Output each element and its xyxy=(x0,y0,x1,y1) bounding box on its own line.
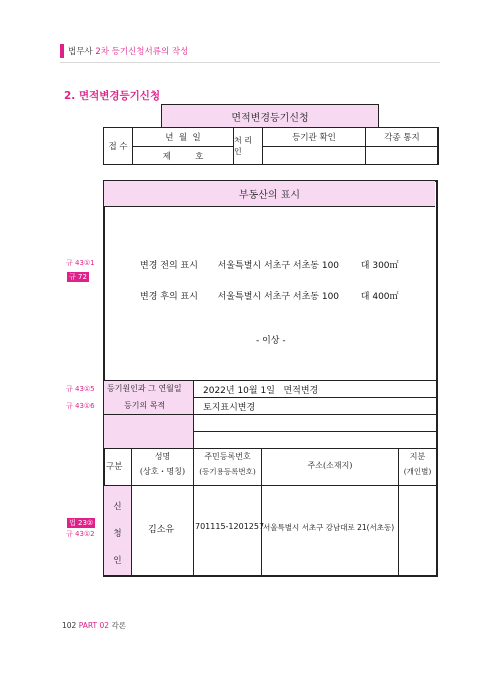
col-address-label: 주소(소재지) xyxy=(307,461,353,470)
reception-number: 제 호 xyxy=(132,146,234,165)
cause-rule-tag: 규 43①5 xyxy=(66,385,95,393)
col-share-label: 지분 (개인별) xyxy=(403,452,432,476)
property-heading-text: 부동산의 표시 xyxy=(238,190,301,201)
before-label: 변경 전의 표시 xyxy=(140,261,198,271)
reception-table xyxy=(103,127,438,165)
form-title xyxy=(161,104,379,128)
applicant-address: 서울특별시 서초구 강남대로 21(서초동) xyxy=(263,523,395,532)
registrar-check-label: 등기관 확인 xyxy=(262,127,366,147)
rows-vertical-divider xyxy=(193,380,194,448)
page-number: 102 xyxy=(62,621,77,630)
section-title: 2. 면적변경등기신청 xyxy=(64,90,161,102)
after-address: 서울특별시 서초구 서초동 100 xyxy=(217,292,340,302)
col-name-label: 성명 (상호・명칭) xyxy=(139,452,186,476)
after-row xyxy=(140,289,399,302)
registrar-check-cell xyxy=(262,146,366,165)
applicant-id-number: 701115-1201257 xyxy=(195,522,265,531)
footer-part: PART 02 xyxy=(78,621,110,630)
form-title-text: 면적변경등기신청 xyxy=(231,112,309,124)
property-heading xyxy=(104,181,435,207)
cause-label: 등기원인과 그 연월일 xyxy=(107,384,182,393)
header-title: 등기신청서류의 작성 xyxy=(111,47,189,57)
purpose-label: 등기의 목적 xyxy=(124,401,166,410)
reception-label: 접 수 xyxy=(103,127,133,165)
divider-applicant-top xyxy=(104,448,436,449)
page-footer xyxy=(62,620,126,631)
before-row xyxy=(140,258,399,271)
before-address: 서울특별시 서초구 서초동 100 xyxy=(217,261,340,271)
header-prefix: 법무사 xyxy=(68,47,93,57)
col-division-label: 구분 xyxy=(106,462,123,472)
header-chapter: 2차 xyxy=(95,47,109,57)
applicant-header-divider xyxy=(104,485,436,486)
header-divider xyxy=(60,62,440,63)
cause-value: 2022년 10월 1일 면적변경 xyxy=(203,386,319,396)
property-rule-tag-2: 규 72 xyxy=(69,273,87,281)
applicant-rule-tag-1: 법 23② xyxy=(69,519,94,527)
applicant-rule-tag-2: 규 43①2 xyxy=(66,530,95,538)
notice-cell xyxy=(365,146,439,165)
running-header xyxy=(68,45,188,57)
after-land: 대 400㎡ xyxy=(360,292,399,302)
purpose-rule-tag: 규 43①6 xyxy=(66,402,95,410)
processor-label: 처 리 인 xyxy=(233,127,263,165)
applicant-name: 김소유 xyxy=(148,525,175,535)
reception-date: 년 월 일 xyxy=(132,127,234,147)
before-land: 대 300㎡ xyxy=(360,261,399,271)
row-blank-bg xyxy=(104,415,193,448)
header-accent-bar xyxy=(60,44,64,58)
col-id-label: 주민등록번호 (등기용등록번호) xyxy=(199,452,256,476)
applicant-role-label: 신 청 인 xyxy=(113,502,122,566)
main-form-border xyxy=(103,180,438,577)
property-rule-tag-1: 규 43①1 xyxy=(66,259,95,267)
after-label: 변경 후의 표시 xyxy=(140,292,198,302)
purpose-value: 토지표시변경 xyxy=(203,403,256,413)
end-note: - 이상 - xyxy=(256,336,286,346)
footer-section: 각론 xyxy=(111,621,126,630)
notice-label: 각종 통지 xyxy=(365,127,439,147)
